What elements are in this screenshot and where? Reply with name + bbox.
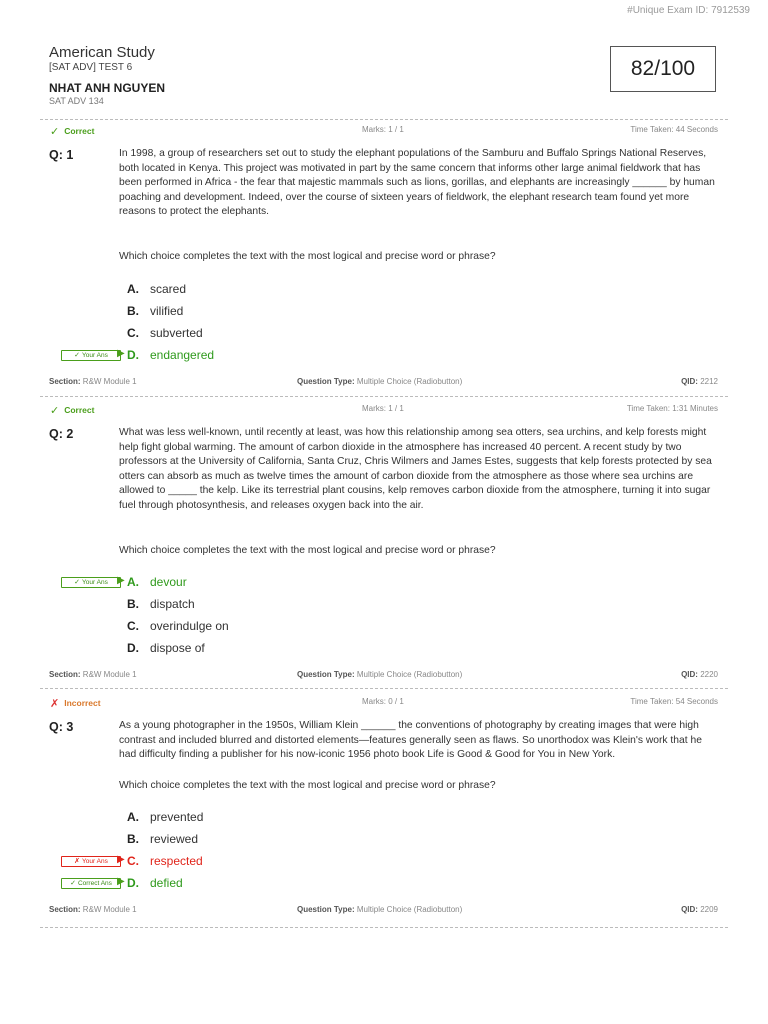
status-badge: ✗ Incorrect	[50, 698, 101, 710]
unique-exam-id: #Unique Exam ID: 7912539	[627, 5, 750, 16]
question-number: Q: 3	[49, 720, 74, 734]
your-answer-badge: ✓ Your Ans	[61, 350, 121, 361]
check-icon: ✓	[50, 405, 60, 417]
option-c[interactable]: C. overindulge on	[127, 619, 229, 633]
arrow-icon: ▶	[117, 854, 125, 865]
check-icon: ✓	[74, 352, 81, 359]
option-a[interactable]: A. prevented	[127, 810, 204, 824]
question-text: In 1998, a group of researchers set out to study the elephant populations of the Samburu and Buffalo Springs National Reserves, both located in Kenya. This project was motivated in part by the same concern that informs other large animal fieldwork that has been performed in Africa - the fear that majestic mammals such as lions, gorillas, and elephants are increasingly ______ by human poaching and development. Indeed, over the course of sixteen years of fieldwork, the elephant research team found yet more reasons to protect the elephants.	[119, 148, 715, 218]
option-b[interactable]: B. vilified	[127, 304, 184, 318]
class-code: SAT ADV 134	[49, 96, 104, 106]
question-footer: Section: R&W Module 1 Question Type: Multiple Choice (Radiobutton) QID: 2209	[49, 905, 718, 914]
score-box: 82/100	[610, 46, 716, 92]
option-c[interactable]: ✗ Your Ans ▶ C. respected	[0, 854, 400, 872]
question-footer: Section: R&W Module 1 Question Type: Multiple Choice (Radiobutton) QID: 2212	[49, 377, 718, 386]
question-number: Q: 2	[49, 427, 74, 441]
correct-answer-badge: ✓ Correct Ans	[61, 878, 121, 889]
question-number: Q: 1	[49, 148, 74, 162]
question-meta	[0, 124, 768, 138]
divider	[40, 688, 728, 689]
question-block	[0, 124, 768, 386]
question-prompt: Which choice completes the text with the most logical and precise word or phrase?	[119, 251, 496, 262]
option-b[interactable]: B. reviewed	[127, 832, 199, 846]
check-icon: ✓	[50, 126, 60, 138]
marks: Marks: 0 / 1	[362, 697, 404, 706]
option-a[interactable]: A. scared	[127, 282, 187, 296]
cross-icon: ✗	[50, 698, 60, 710]
your-answer-badge: ✗ Your Ans	[61, 856, 121, 867]
question-prompt: Which choice completes the text with the most logical and precise word or phrase?	[119, 545, 496, 556]
divider	[40, 927, 728, 928]
option-d[interactable]: D. dispose of	[127, 641, 205, 655]
question-text: What was less well-known, until recently at least, was how this relationship among sea otters, sea urchins, and kelp forests might help fight global warming. The amount of carbon dioxide in the atmosphere has increased 40 percent. A recent study by two professors at the University of California, Santa Cruz, Chris Wilmers and James Estes, suggests that kelp forests protected by sea otters can absorb as much as twelve times the amount of carbon dioxide from the atmosphere as those where sea urchins are allowed to _____ the kelp. Like its terrestrial plant cousins, kelp removes carbon dioxide from the atmosphere, turning it into sugar fuel through photosynthesis, and releases oxygen back into the air.	[119, 427, 712, 511]
student-name: NHAT ANH NGUYEN	[49, 81, 165, 95]
question-block	[0, 696, 768, 914]
time-taken: Time Taken: 54 Seconds	[630, 697, 718, 706]
marks: Marks: 1 / 1	[362, 404, 404, 413]
check-icon: ✓	[70, 880, 76, 887]
marks: Marks: 1 / 1	[362, 125, 404, 134]
option-d[interactable]: ✓ Your Ans ▶ D. endangered	[0, 348, 400, 366]
check-icon: ✓	[74, 579, 81, 586]
option-a[interactable]: ✓ Your Ans ▶ A. devour	[0, 575, 400, 593]
cross-icon: ✗	[74, 858, 81, 865]
option-c[interactable]: C. subverted	[127, 326, 203, 340]
test-name: [SAT ADV] TEST 6	[49, 62, 133, 73]
question-block	[0, 403, 768, 679]
exam-header	[49, 44, 165, 107]
arrow-icon: ▶	[117, 876, 125, 887]
time-taken: Time Taken: 1:31 Minutes	[626, 404, 718, 413]
question-text: As a young photographer in the 1950s, William Klein ______ the conventions of photography by creating images that were high contrast and included blurred and distorted elements—features generally seen as flaws. So unorthodox was Klein's work that he had difficulty finding a publisher for his now-iconic 1956 photo book Life is Good & Good for You in New York.	[119, 720, 702, 761]
status-badge: ✓ Correct	[50, 405, 95, 417]
subject-title: American Study	[49, 44, 155, 61]
time-taken: Time Taken: 44 Seconds	[630, 125, 718, 134]
arrow-icon: ▶	[117, 575, 125, 586]
question-prompt: Which choice completes the text with the most logical and precise word or phrase?	[119, 780, 496, 791]
question-meta	[0, 403, 768, 417]
your-answer-badge: ✓ Your Ans	[61, 577, 121, 588]
question-meta	[0, 696, 768, 710]
divider	[40, 396, 728, 397]
option-b[interactable]: B. dispatch	[127, 597, 195, 611]
divider	[40, 119, 728, 120]
option-d[interactable]: ✓ Correct Ans ▶ D. defied	[0, 876, 400, 894]
arrow-icon: ▶	[117, 348, 125, 359]
status-badge: ✓ Correct	[50, 126, 95, 138]
question-footer: Section: R&W Module 1 Question Type: Multiple Choice (Radiobutton) QID: 2220	[49, 670, 718, 679]
